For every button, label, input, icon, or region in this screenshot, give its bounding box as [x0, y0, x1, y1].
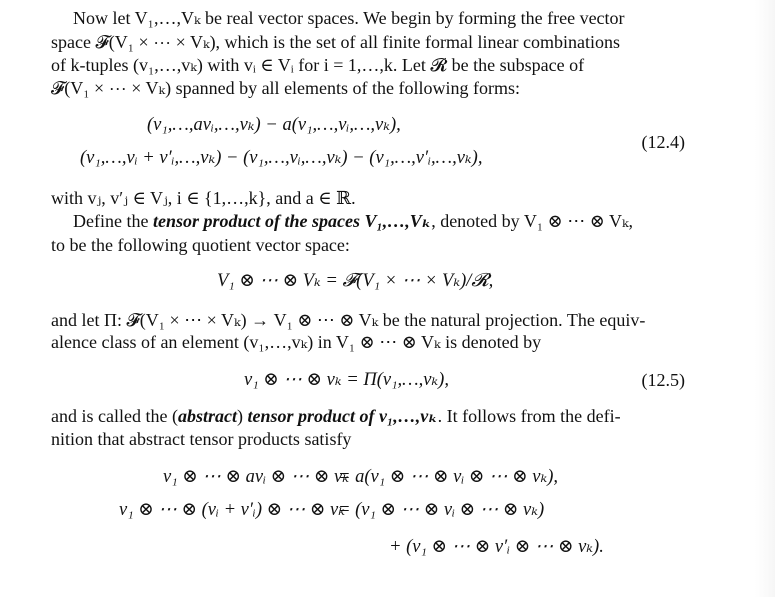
paragraph-1-line-2: space 𝓕(V₁ × ⋯ × Vₖ), which is the set of all finite formal linear combinations — [51, 32, 620, 52]
called-prefix: and is called the ( — [51, 406, 178, 426]
property-row-2-lhs: v₁ ⊗ ⋯ ⊗ (vᵢ + v′ᵢ) ⊗ ⋯ ⊗ vₖ — [119, 500, 345, 520]
define-suffix: , denoted by V₁ ⊗ ⋯ ⊗ Vₖ, — [431, 211, 634, 231]
paragraph-2-line-3: to be the following quotient vector space: — [51, 235, 350, 255]
property-row-1-lhs: v₁ ⊗ ⋯ ⊗ avᵢ ⊗ ⋯ ⊗ vₖ — [163, 467, 349, 487]
equation-number-12-5: (12.5) — [641, 370, 685, 390]
define-prefix: Define the — [73, 211, 153, 231]
property-row-1-rhs: = a(v₁ ⊗ ⋯ ⊗ vᵢ ⊗ ⋯ ⊗ vₖ), — [338, 467, 559, 487]
paragraph-1-line-3: of k-tuples (v₁,…,vₖ) with vᵢ ∈ Vᵢ for i = 1,…,k. Let 𝓡 be the subspace of — [51, 55, 585, 75]
paragraph-4-line-1 — [51, 405, 621, 429]
paragraph-2-line-1: with vⱼ, v′ⱼ ∈ Vⱼ, i ∈ {1,…,k}, and a ∈ ℝ. — [51, 188, 356, 208]
called-suffix: . It follows from the defi- — [437, 406, 621, 426]
defined-term-tensor-product-spaces: tensor product of the spaces V₁,…,Vₖ — [152, 211, 432, 231]
equation-quotient-space: V₁ ⊗ ⋯ ⊗ Vₖ = 𝓕(V₁ × ⋯ × Vₖ)/𝓡, — [217, 271, 494, 291]
paragraph-4-line-2: nition that abstract tensor products satisfy — [51, 429, 352, 449]
term-abstract: abstract — [177, 406, 237, 426]
called-mid: ) — [236, 406, 248, 426]
equation-12-4-row-2: (v₁,…,vᵢ + v′ᵢ,…,vₖ) − (v₁,…,vᵢ,…,vₖ) − (v₁,…,v′ᵢ,…,vₖ), — [80, 148, 483, 168]
paragraph-2-line-2 — [73, 210, 633, 234]
paragraph-1-line-1: Now let V₁,…,Vₖ be real vector spaces. We begin by forming the free vector — [73, 8, 625, 28]
equation-number-12-4: (12.4) — [641, 132, 685, 152]
property-row-3-rhs: + (v₁ ⊗ ⋯ ⊗ v′ᵢ ⊗ ⋯ ⊗ vₖ). — [389, 537, 604, 557]
equation-12-4-row-1: (v₁,…,avᵢ,…,vₖ) − a(v₁,…,vᵢ,…,vₖ), — [147, 115, 401, 135]
paragraph-1-line-4: 𝓕(V₁ × ⋯ × Vₖ) spanned by all elements of the following forms: — [51, 78, 521, 98]
paragraph-3-line-2: alence class of an element (v₁,…,vₖ) in V₁ ⊗ ⋯ ⊗ Vₖ is denoted by — [51, 332, 542, 352]
paragraph-3-line-1: and let Π: 𝓕(V₁ × ⋯ × Vₖ) → V₁ ⊗ ⋯ ⊗ Vₖ be the natural projection. The equiv- — [51, 310, 646, 330]
defined-term-tensor-product-vectors: tensor product of v₁,…,vₖ — [247, 406, 438, 426]
property-row-2-rhs: = (v₁ ⊗ ⋯ ⊗ vᵢ ⊗ ⋯ ⊗ vₖ) — [338, 500, 545, 520]
equation-12-5: v₁ ⊗ ⋯ ⊗ vₖ = Π(v₁,…,vₖ), — [244, 370, 449, 390]
